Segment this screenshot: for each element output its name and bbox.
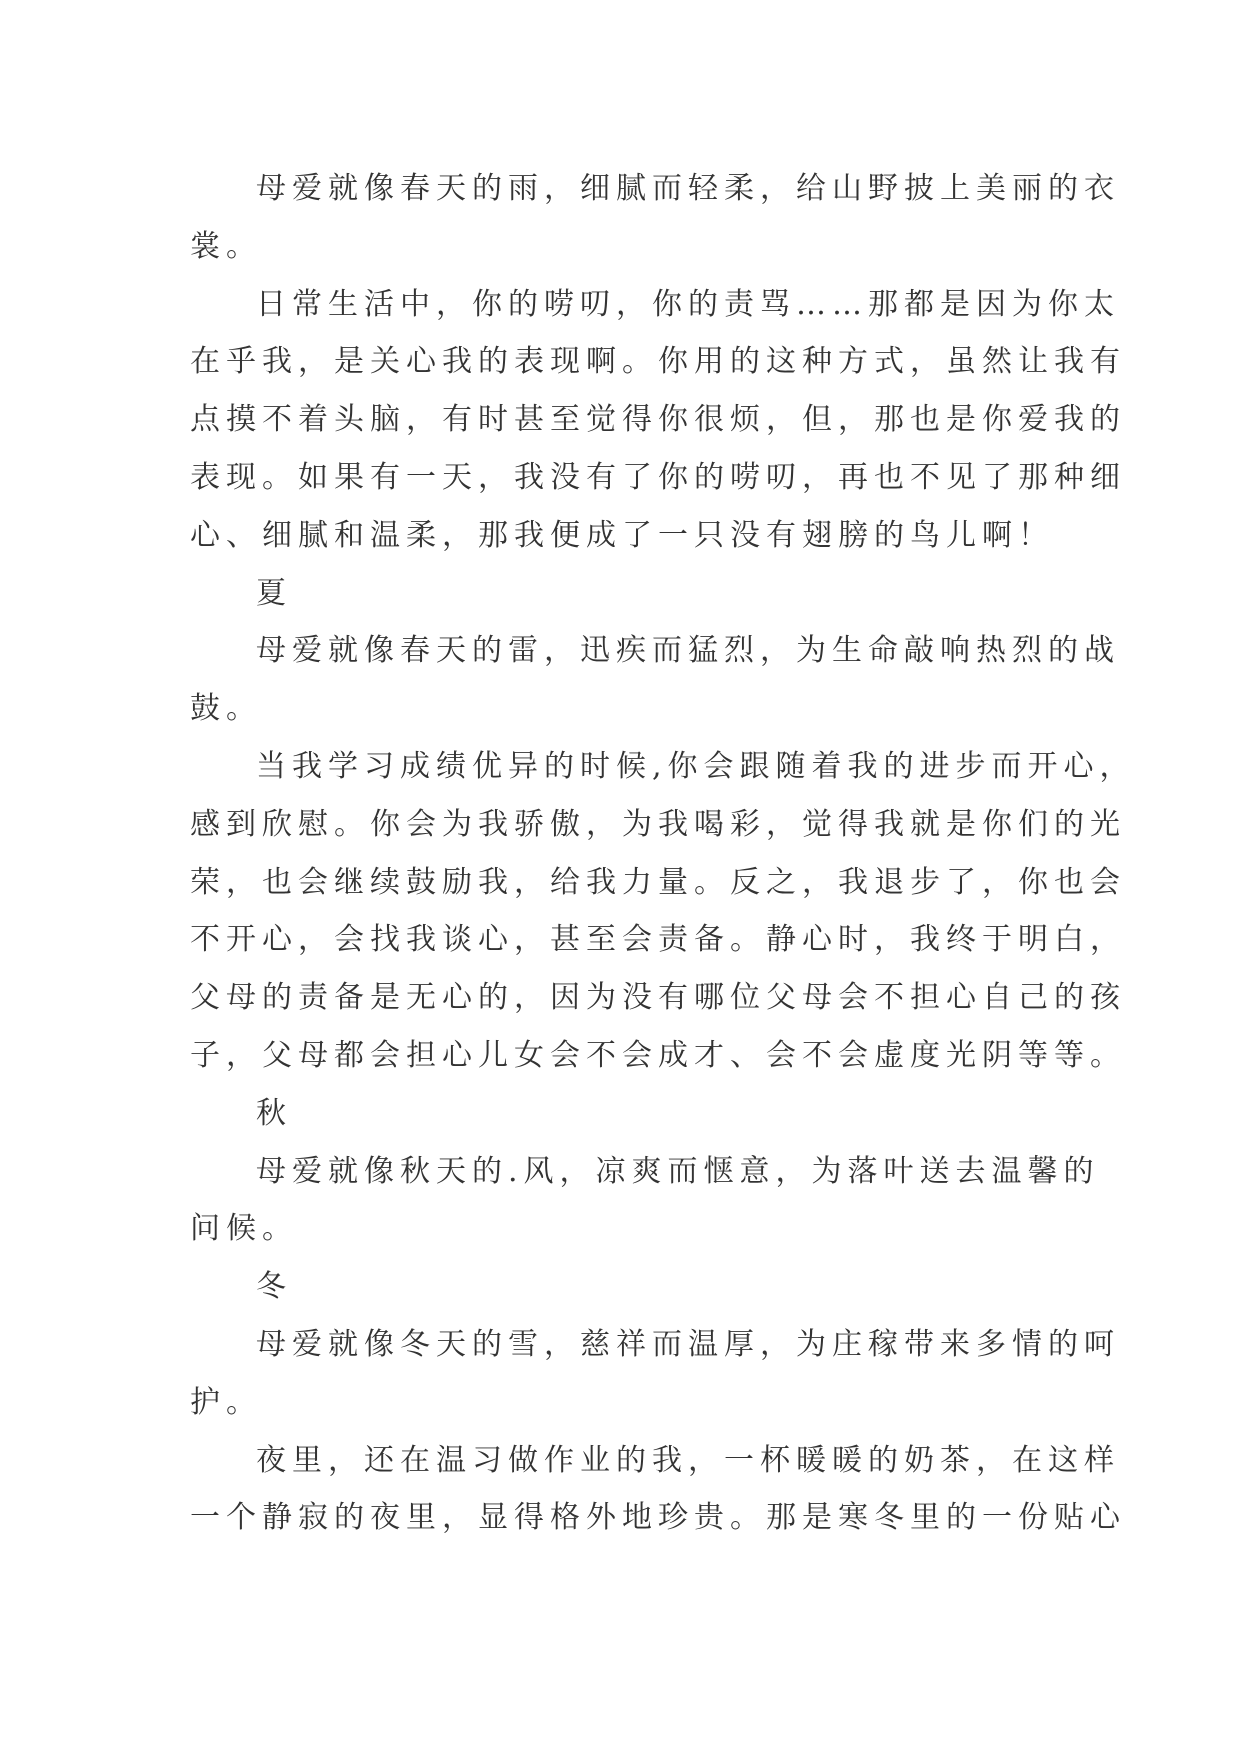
- season-heading-summer: [190, 565, 1050, 623]
- paragraph: [190, 738, 1136, 1085]
- text-line: 母爱就像春天的雨，细腻而轻柔，给山野披上美丽的衣: [256, 171, 1120, 206]
- text-line: 日常生活中，你的唠叨，你的责骂……那都是因为你太: [256, 286, 1120, 322]
- text-line: 点摸不着头脑，有时甚至觉得你很烦，但，那也是你爱我的: [190, 402, 1126, 438]
- text-line: 荣，也会继续鼓励我，给我力量。反之，我退步了，你也会: [190, 864, 1126, 900]
- text-line: 当我学习成绩优异的时候,你会跟随着我的进步而开心，: [256, 748, 1136, 784]
- text-line: 问候。: [190, 1211, 298, 1247]
- text-line: 母爱就像春天的雷，迅疾而猛烈，为生命敲响热烈的战: [256, 633, 1120, 669]
- text-line: 冬: [256, 1269, 292, 1305]
- text-line: 子，父母都会担心儿女会不会成才、会不会虚度光阴等等。: [190, 1037, 1126, 1073]
- text-line: 父母的责备是无心的，因为没有哪位父母会不担心自己的孩: [190, 980, 1126, 1016]
- document-body: [190, 160, 1136, 1547]
- text-line: 裳。: [190, 228, 262, 264]
- text-line: 母爱就像冬天的雪，慈祥而温厚，为庄稼带来多情的呵: [256, 1326, 1120, 1362]
- text-line: 心、细腻和温柔，那我便成了一只没有翅膀的鸟儿啊！: [190, 517, 1054, 553]
- text-line: 不开心，会找我谈心，甚至会责备。静心时，我终于明白，: [190, 922, 1126, 958]
- text-line: 夜里，还在温习做作业的我，一杯暖暖的奶茶，在这样: [256, 1442, 1120, 1478]
- paragraph: [190, 276, 1126, 565]
- paragraph: [190, 1316, 1120, 1432]
- text-line: 鼓。: [190, 691, 262, 727]
- text-line: 感到欣慰。你会为我骄傲，为我喝彩，觉得我就是你们的光: [190, 806, 1126, 842]
- text-line: 护。: [190, 1384, 262, 1420]
- paragraph: [190, 622, 1120, 738]
- text-line: 夏: [256, 575, 292, 611]
- text-line: 表现。如果有一天，我没有了你的唠叨，再也不见了那种细: [190, 459, 1126, 495]
- paragraph: [190, 1143, 1100, 1259]
- season-heading-winter: [190, 1258, 1050, 1316]
- paragraph: [190, 160, 1120, 276]
- text-line: 母爱就像秋天的.风，凉爽而惬意，为落叶送去温馨的: [256, 1153, 1100, 1189]
- paragraph: [190, 1432, 1126, 1548]
- season-heading-autumn: [190, 1085, 1050, 1143]
- text-line: 在乎我，是关心我的表现啊。你用的这种方式，虽然让我有: [190, 344, 1126, 380]
- text-line: 秋: [256, 1095, 292, 1131]
- text-line: 一个静寂的夜里，显得格外地珍贵。那是寒冬里的一份贴心: [190, 1500, 1126, 1536]
